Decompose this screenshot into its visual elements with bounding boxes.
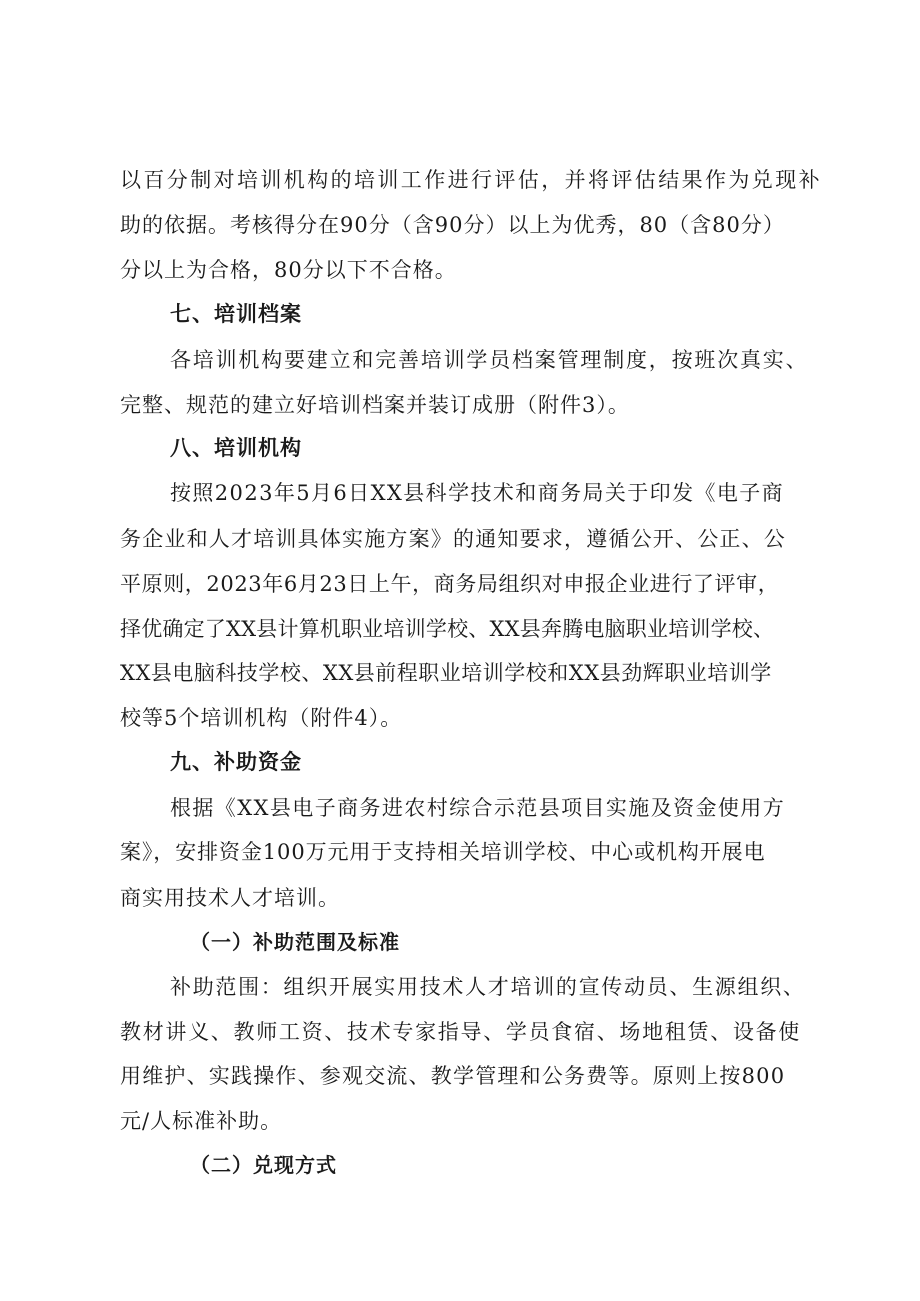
- section-heading-7: 七、培训档案: [170, 302, 302, 326]
- body-line-13: 案》，安排资金100万元用于支持相关培训学校、中心或机构开展电: [120, 840, 766, 864]
- section-heading-8: 八、培训机构: [170, 436, 302, 460]
- body-line-4: 各培训机构要建立和完善培训学员档案管理制度，按班次真实、: [170, 348, 809, 372]
- body-line-2: 助的依据。考核得分在90分（含90分）以上为优秀，80（含80分）: [120, 213, 785, 237]
- body-line-7: 务企业和人才培训具体实施方案》的通知要求，遵循公开、公正、公: [120, 527, 786, 551]
- section-heading-9: 九、补助资金: [170, 750, 302, 774]
- body-line-1: 以百分制对培训机构的培训工作进行评估，并将评估结果作为兑现补: [120, 168, 822, 192]
- body-line-9: 择优确定了XX县计算机职业培训学校、XX县奔腾电脑职业培训学校、: [120, 617, 775, 641]
- body-line-6: 按照2023年5月6日XX县科学技术和商务局关于印发《电子商: [170, 481, 785, 505]
- body-line-12: 根据《XX县电子商务进农村综合示范县项目实施及资金使用方: [170, 796, 786, 820]
- body-line-11: 校等5个培训机构（附件4）。: [120, 706, 403, 730]
- body-line-3: 分以上为合格，80分以下不合格。: [120, 258, 457, 282]
- subsection-heading-1: （一）补助范围及标准: [190, 930, 400, 954]
- body-line-17: 用维护、实践操作、参观交流、教学管理和公务费等。原则上按800: [120, 1064, 786, 1088]
- body-line-14: 商实用技术人才培训。: [120, 886, 340, 910]
- body-line-16: 教材讲义、教师工资、技术专家指导、学员食宿、场地租赁、设备使: [120, 1020, 801, 1044]
- body-line-8: 平原则，2023年6月23日上午，商务局组织对申报企业进行了评审，: [120, 572, 780, 596]
- body-line-15: 补助范围：组织开展实用技术人才培训的宣传动员、生源组织、: [170, 975, 806, 999]
- body-line-5: 完整、规范的建立好培训档案并装订成册（附件3）。: [120, 393, 630, 417]
- subsection-heading-2: （二）兑现方式: [190, 1153, 337, 1177]
- body-line-18: 元/人标准补助。: [120, 1109, 283, 1133]
- body-line-10: XX县电脑科技学校、XX县前程职业培训学校和XX县劲辉职业培训学: [120, 661, 772, 685]
